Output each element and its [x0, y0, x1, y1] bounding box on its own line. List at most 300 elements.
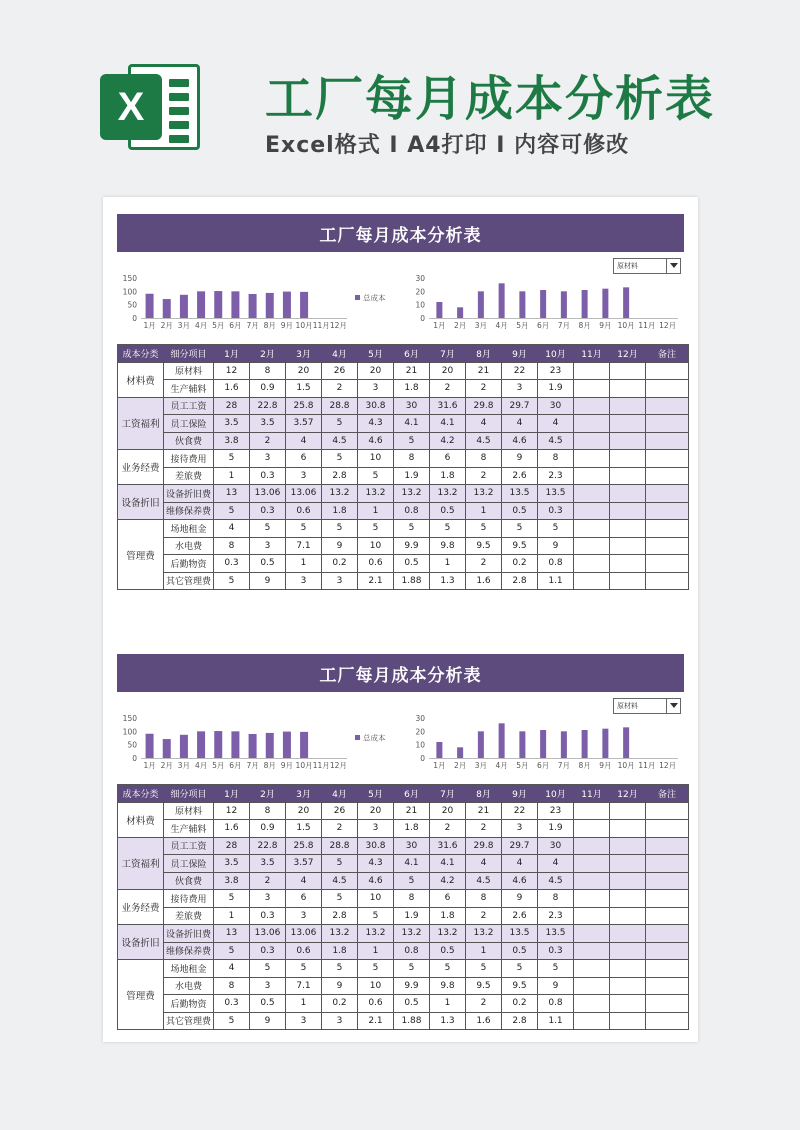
- value-cell[interactable]: 4.6: [502, 432, 538, 450]
- note-cell[interactable]: [646, 802, 689, 820]
- value-cell[interactable]: 0.2: [322, 995, 358, 1013]
- value-cell[interactable]: [574, 820, 610, 838]
- value-cell[interactable]: [574, 995, 610, 1013]
- note-cell[interactable]: [646, 432, 689, 450]
- value-cell[interactable]: 0.9: [250, 380, 286, 398]
- value-cell[interactable]: 2.8: [502, 572, 538, 590]
- value-cell[interactable]: 0.3: [250, 907, 286, 925]
- item-select-dropdown[interactable]: [613, 698, 681, 714]
- value-cell[interactable]: 9.9: [394, 537, 430, 555]
- value-cell[interactable]: 5: [502, 520, 538, 538]
- value-cell[interactable]: 21: [466, 802, 502, 820]
- value-cell[interactable]: 4.3: [358, 415, 394, 433]
- value-cell[interactable]: 0.8: [538, 995, 574, 1013]
- note-cell[interactable]: [646, 890, 689, 908]
- value-cell[interactable]: 2: [250, 432, 286, 450]
- value-cell[interactable]: 13.2: [430, 485, 466, 503]
- value-cell[interactable]: 0.3: [214, 555, 250, 573]
- value-cell[interactable]: 1: [430, 555, 466, 573]
- value-cell[interactable]: 5: [322, 415, 358, 433]
- value-cell[interactable]: 1.8: [430, 907, 466, 925]
- note-cell[interactable]: [646, 995, 689, 1013]
- value-cell[interactable]: 10: [358, 890, 394, 908]
- value-cell[interactable]: 4.6: [358, 432, 394, 450]
- value-cell[interactable]: 5: [502, 960, 538, 978]
- value-cell[interactable]: [610, 467, 646, 485]
- value-cell[interactable]: 8: [538, 450, 574, 468]
- value-cell[interactable]: [610, 520, 646, 538]
- value-cell[interactable]: 1.6: [214, 380, 250, 398]
- value-cell[interactable]: 5: [538, 520, 574, 538]
- value-cell[interactable]: 4.5: [466, 872, 502, 890]
- value-cell[interactable]: 29.8: [466, 837, 502, 855]
- note-cell[interactable]: [646, 397, 689, 415]
- value-cell[interactable]: 1.9: [394, 467, 430, 485]
- value-cell[interactable]: [574, 977, 610, 995]
- value-cell[interactable]: 9: [250, 1012, 286, 1030]
- value-cell[interactable]: 1.3: [430, 572, 466, 590]
- value-cell[interactable]: 0.5: [430, 942, 466, 960]
- value-cell[interactable]: 5: [466, 520, 502, 538]
- value-cell[interactable]: 9.9: [394, 977, 430, 995]
- value-cell[interactable]: 5: [214, 572, 250, 590]
- note-cell[interactable]: [646, 925, 689, 943]
- value-cell[interactable]: 3.57: [286, 415, 322, 433]
- value-cell[interactable]: 29.7: [502, 397, 538, 415]
- note-cell[interactable]: [646, 837, 689, 855]
- value-cell[interactable]: 8: [466, 450, 502, 468]
- value-cell[interactable]: 4.5: [538, 432, 574, 450]
- value-cell[interactable]: 22: [502, 362, 538, 380]
- value-cell[interactable]: [610, 995, 646, 1013]
- value-cell[interactable]: 2.1: [358, 572, 394, 590]
- chevron-down-icon[interactable]: [666, 259, 680, 273]
- value-cell[interactable]: 5: [322, 890, 358, 908]
- value-cell[interactable]: 1.8: [322, 502, 358, 520]
- value-cell[interactable]: 13.2: [322, 485, 358, 503]
- value-cell[interactable]: 0.3: [250, 502, 286, 520]
- value-cell[interactable]: 5: [214, 450, 250, 468]
- value-cell[interactable]: [610, 380, 646, 398]
- value-cell[interactable]: 13.2: [466, 485, 502, 503]
- value-cell[interactable]: 20: [358, 802, 394, 820]
- value-cell[interactable]: [574, 942, 610, 960]
- value-cell[interactable]: 13.06: [250, 485, 286, 503]
- value-cell[interactable]: [610, 820, 646, 838]
- value-cell[interactable]: 28: [214, 397, 250, 415]
- value-cell[interactable]: 2.3: [538, 467, 574, 485]
- value-cell[interactable]: 9: [322, 537, 358, 555]
- value-cell[interactable]: 0.3: [538, 502, 574, 520]
- value-cell[interactable]: [610, 942, 646, 960]
- value-cell[interactable]: 23: [538, 362, 574, 380]
- value-cell[interactable]: 2: [322, 380, 358, 398]
- value-cell[interactable]: 13.2: [466, 925, 502, 943]
- value-cell[interactable]: [610, 837, 646, 855]
- value-cell[interactable]: 10: [358, 537, 394, 555]
- value-cell[interactable]: [574, 450, 610, 468]
- value-cell[interactable]: 0.8: [394, 502, 430, 520]
- value-cell[interactable]: 0.3: [250, 467, 286, 485]
- value-cell[interactable]: 5: [358, 960, 394, 978]
- value-cell[interactable]: 8: [538, 890, 574, 908]
- value-cell[interactable]: 13.06: [250, 925, 286, 943]
- value-cell[interactable]: 2: [466, 907, 502, 925]
- value-cell[interactable]: 2: [430, 820, 466, 838]
- value-cell[interactable]: [574, 907, 610, 925]
- value-cell[interactable]: 23: [538, 802, 574, 820]
- value-cell[interactable]: [574, 467, 610, 485]
- value-cell[interactable]: [574, 802, 610, 820]
- value-cell[interactable]: 1.9: [538, 380, 574, 398]
- value-cell[interactable]: 5: [430, 520, 466, 538]
- value-cell[interactable]: 13.2: [430, 925, 466, 943]
- value-cell[interactable]: 4.5: [538, 872, 574, 890]
- value-cell[interactable]: 9.8: [430, 977, 466, 995]
- value-cell[interactable]: 1: [466, 502, 502, 520]
- value-cell[interactable]: 2: [466, 555, 502, 573]
- value-cell[interactable]: 3.57: [286, 855, 322, 873]
- value-cell[interactable]: [574, 537, 610, 555]
- value-cell[interactable]: 30.8: [358, 397, 394, 415]
- value-cell[interactable]: 0.3: [214, 995, 250, 1013]
- value-cell[interactable]: 10: [358, 977, 394, 995]
- value-cell[interactable]: 2: [250, 872, 286, 890]
- value-cell[interactable]: 30: [394, 837, 430, 855]
- value-cell[interactable]: [574, 502, 610, 520]
- note-cell[interactable]: [646, 960, 689, 978]
- value-cell[interactable]: 3: [322, 1012, 358, 1030]
- value-cell[interactable]: 7.1: [286, 977, 322, 995]
- value-cell[interactable]: 5: [286, 520, 322, 538]
- value-cell[interactable]: 1.88: [394, 1012, 430, 1030]
- note-cell[interactable]: [646, 485, 689, 503]
- value-cell[interactable]: 28: [214, 837, 250, 855]
- value-cell[interactable]: 2.6: [502, 467, 538, 485]
- value-cell[interactable]: 31.6: [430, 397, 466, 415]
- value-cell[interactable]: 5: [394, 432, 430, 450]
- value-cell[interactable]: 1.3: [430, 1012, 466, 1030]
- value-cell[interactable]: 6: [286, 890, 322, 908]
- note-cell[interactable]: [646, 450, 689, 468]
- value-cell[interactable]: 8: [214, 537, 250, 555]
- value-cell[interactable]: 2: [322, 820, 358, 838]
- value-cell[interactable]: 13.2: [358, 485, 394, 503]
- value-cell[interactable]: 20: [430, 362, 466, 380]
- value-cell[interactable]: 4: [502, 415, 538, 433]
- value-cell[interactable]: 9: [502, 450, 538, 468]
- note-cell[interactable]: [646, 520, 689, 538]
- value-cell[interactable]: 13.5: [538, 925, 574, 943]
- value-cell[interactable]: 3: [286, 1012, 322, 1030]
- value-cell[interactable]: [574, 520, 610, 538]
- value-cell[interactable]: 2.8: [502, 1012, 538, 1030]
- value-cell[interactable]: 3: [358, 820, 394, 838]
- value-cell[interactable]: [574, 380, 610, 398]
- value-cell[interactable]: 21: [394, 802, 430, 820]
- value-cell[interactable]: 9.8: [430, 537, 466, 555]
- value-cell[interactable]: [574, 925, 610, 943]
- value-cell[interactable]: 4: [466, 415, 502, 433]
- value-cell[interactable]: [610, 802, 646, 820]
- note-cell[interactable]: [646, 855, 689, 873]
- value-cell[interactable]: [574, 362, 610, 380]
- note-cell[interactable]: [646, 820, 689, 838]
- value-cell[interactable]: [610, 450, 646, 468]
- value-cell[interactable]: 1: [358, 942, 394, 960]
- value-cell[interactable]: 3.8: [214, 432, 250, 450]
- value-cell[interactable]: [610, 872, 646, 890]
- value-cell[interactable]: 13.2: [322, 925, 358, 943]
- value-cell[interactable]: 21: [466, 362, 502, 380]
- value-cell[interactable]: 1.6: [466, 1012, 502, 1030]
- value-cell[interactable]: 0.5: [250, 995, 286, 1013]
- value-cell[interactable]: 1: [286, 555, 322, 573]
- value-cell[interactable]: 2: [466, 467, 502, 485]
- value-cell[interactable]: 0.2: [502, 995, 538, 1013]
- value-cell[interactable]: [574, 960, 610, 978]
- value-cell[interactable]: 2: [466, 820, 502, 838]
- value-cell[interactable]: 3.5: [250, 415, 286, 433]
- value-cell[interactable]: 4: [214, 960, 250, 978]
- value-cell[interactable]: 13: [214, 925, 250, 943]
- value-cell[interactable]: 8: [394, 890, 430, 908]
- value-cell[interactable]: 4.2: [430, 872, 466, 890]
- value-cell[interactable]: 5: [286, 960, 322, 978]
- value-cell[interactable]: 1: [430, 995, 466, 1013]
- value-cell[interactable]: 8: [394, 450, 430, 468]
- value-cell[interactable]: 4.1: [430, 415, 466, 433]
- value-cell[interactable]: 0.8: [394, 942, 430, 960]
- value-cell[interactable]: 29.7: [502, 837, 538, 855]
- value-cell[interactable]: 26: [322, 802, 358, 820]
- value-cell[interactable]: 13.06: [286, 925, 322, 943]
- value-cell[interactable]: 1: [214, 467, 250, 485]
- value-cell[interactable]: 4.1: [430, 855, 466, 873]
- value-cell[interactable]: 8: [466, 890, 502, 908]
- value-cell[interactable]: 0.6: [358, 995, 394, 1013]
- value-cell[interactable]: 2.1: [358, 1012, 394, 1030]
- value-cell[interactable]: 9: [538, 977, 574, 995]
- value-cell[interactable]: 3: [502, 380, 538, 398]
- value-cell[interactable]: 9.5: [502, 977, 538, 995]
- value-cell[interactable]: 3: [250, 537, 286, 555]
- note-cell[interactable]: [646, 942, 689, 960]
- value-cell[interactable]: 3: [502, 820, 538, 838]
- value-cell[interactable]: [574, 572, 610, 590]
- value-cell[interactable]: 5: [322, 960, 358, 978]
- value-cell[interactable]: 2: [466, 995, 502, 1013]
- value-cell[interactable]: 0.5: [430, 502, 466, 520]
- value-cell[interactable]: [574, 1012, 610, 1030]
- value-cell[interactable]: 4: [502, 855, 538, 873]
- value-cell[interactable]: [610, 555, 646, 573]
- value-cell[interactable]: 9: [322, 977, 358, 995]
- value-cell[interactable]: 4.5: [322, 872, 358, 890]
- value-cell[interactable]: 4: [538, 415, 574, 433]
- value-cell[interactable]: 20: [358, 362, 394, 380]
- value-cell[interactable]: 5: [214, 890, 250, 908]
- value-cell[interactable]: 0.6: [286, 942, 322, 960]
- note-cell[interactable]: [646, 362, 689, 380]
- value-cell[interactable]: 3: [286, 572, 322, 590]
- note-cell[interactable]: [646, 1012, 689, 1030]
- value-cell[interactable]: 22.8: [250, 837, 286, 855]
- value-cell[interactable]: 0.6: [286, 502, 322, 520]
- value-cell[interactable]: 0.2: [322, 555, 358, 573]
- value-cell[interactable]: 10: [358, 450, 394, 468]
- value-cell[interactable]: 28.8: [322, 837, 358, 855]
- note-cell[interactable]: [646, 537, 689, 555]
- value-cell[interactable]: 28.8: [322, 397, 358, 415]
- value-cell[interactable]: 5: [358, 520, 394, 538]
- value-cell[interactable]: 1.88: [394, 572, 430, 590]
- value-cell[interactable]: 4: [286, 872, 322, 890]
- value-cell[interactable]: 1.9: [538, 820, 574, 838]
- value-cell[interactable]: 13.2: [394, 925, 430, 943]
- value-cell[interactable]: [574, 415, 610, 433]
- value-cell[interactable]: 4.2: [430, 432, 466, 450]
- value-cell[interactable]: 4: [214, 520, 250, 538]
- note-cell[interactable]: [646, 977, 689, 995]
- value-cell[interactable]: [610, 537, 646, 555]
- value-cell[interactable]: 8: [250, 362, 286, 380]
- value-cell[interactable]: 26: [322, 362, 358, 380]
- value-cell[interactable]: 9: [538, 537, 574, 555]
- value-cell[interactable]: 0.5: [502, 502, 538, 520]
- value-cell[interactable]: 5: [214, 502, 250, 520]
- value-cell[interactable]: [574, 485, 610, 503]
- value-cell[interactable]: 2.3: [538, 907, 574, 925]
- value-cell[interactable]: [610, 485, 646, 503]
- value-cell[interactable]: 3.5: [214, 855, 250, 873]
- value-cell[interactable]: [610, 855, 646, 873]
- note-cell[interactable]: [646, 872, 689, 890]
- note-cell[interactable]: [646, 572, 689, 590]
- value-cell[interactable]: 12: [214, 362, 250, 380]
- value-cell[interactable]: 5: [394, 520, 430, 538]
- value-cell[interactable]: [610, 960, 646, 978]
- value-cell[interactable]: 0.5: [394, 995, 430, 1013]
- value-cell[interactable]: 9.5: [502, 537, 538, 555]
- value-cell[interactable]: 20: [286, 802, 322, 820]
- value-cell[interactable]: [574, 872, 610, 890]
- value-cell[interactable]: 9: [250, 572, 286, 590]
- value-cell[interactable]: 5: [214, 1012, 250, 1030]
- value-cell[interactable]: [610, 362, 646, 380]
- value-cell[interactable]: 5: [322, 520, 358, 538]
- value-cell[interactable]: 22.8: [250, 397, 286, 415]
- value-cell[interactable]: [574, 555, 610, 573]
- value-cell[interactable]: 1: [466, 942, 502, 960]
- value-cell[interactable]: 1: [214, 907, 250, 925]
- note-cell[interactable]: [646, 907, 689, 925]
- value-cell[interactable]: 1: [358, 502, 394, 520]
- value-cell[interactable]: 13.5: [538, 485, 574, 503]
- value-cell[interactable]: [610, 1012, 646, 1030]
- value-cell[interactable]: 30: [394, 397, 430, 415]
- value-cell[interactable]: [610, 890, 646, 908]
- value-cell[interactable]: 2.8: [322, 467, 358, 485]
- item-select-dropdown[interactable]: [613, 258, 681, 274]
- value-cell[interactable]: 5: [466, 960, 502, 978]
- value-cell[interactable]: [610, 432, 646, 450]
- value-cell[interactable]: 1.5: [286, 380, 322, 398]
- value-cell[interactable]: 13.5: [502, 925, 538, 943]
- chevron-down-icon[interactable]: [666, 699, 680, 713]
- value-cell[interactable]: [610, 572, 646, 590]
- value-cell[interactable]: 13.2: [394, 485, 430, 503]
- value-cell[interactable]: 30.8: [358, 837, 394, 855]
- value-cell[interactable]: 8: [250, 802, 286, 820]
- value-cell[interactable]: 3: [322, 572, 358, 590]
- value-cell[interactable]: 2.8: [322, 907, 358, 925]
- value-cell[interactable]: 5: [214, 942, 250, 960]
- value-cell[interactable]: 4: [538, 855, 574, 873]
- value-cell[interactable]: [610, 925, 646, 943]
- note-cell[interactable]: [646, 467, 689, 485]
- value-cell[interactable]: 9: [502, 890, 538, 908]
- value-cell[interactable]: 1.1: [538, 572, 574, 590]
- value-cell[interactable]: 5: [358, 467, 394, 485]
- value-cell[interactable]: 9.5: [466, 537, 502, 555]
- value-cell[interactable]: 25.8: [286, 837, 322, 855]
- value-cell[interactable]: 0.2: [502, 555, 538, 573]
- value-cell[interactable]: 1.1: [538, 1012, 574, 1030]
- value-cell[interactable]: 29.8: [466, 397, 502, 415]
- value-cell[interactable]: 5: [358, 907, 394, 925]
- value-cell[interactable]: 3.5: [214, 415, 250, 433]
- value-cell[interactable]: 6: [286, 450, 322, 468]
- value-cell[interactable]: 4: [466, 855, 502, 873]
- value-cell[interactable]: 1.5: [286, 820, 322, 838]
- value-cell[interactable]: 3: [250, 890, 286, 908]
- value-cell[interactable]: 3: [250, 977, 286, 995]
- value-cell[interactable]: 30: [538, 397, 574, 415]
- value-cell[interactable]: 5: [250, 520, 286, 538]
- value-cell[interactable]: 1.6: [466, 572, 502, 590]
- value-cell[interactable]: 1.9: [394, 907, 430, 925]
- value-cell[interactable]: 7.1: [286, 537, 322, 555]
- value-cell[interactable]: 4.5: [322, 432, 358, 450]
- value-cell[interactable]: 5: [394, 872, 430, 890]
- value-cell[interactable]: 5: [538, 960, 574, 978]
- value-cell[interactable]: 4.5: [466, 432, 502, 450]
- value-cell[interactable]: [610, 397, 646, 415]
- value-cell[interactable]: 13.5: [502, 485, 538, 503]
- value-cell[interactable]: 3: [286, 467, 322, 485]
- value-cell[interactable]: 0.3: [538, 942, 574, 960]
- value-cell[interactable]: 1.6: [214, 820, 250, 838]
- value-cell[interactable]: 4.6: [358, 872, 394, 890]
- value-cell[interactable]: 2: [466, 380, 502, 398]
- value-cell[interactable]: 0.5: [250, 555, 286, 573]
- value-cell[interactable]: 0.3: [250, 942, 286, 960]
- value-cell[interactable]: [610, 907, 646, 925]
- value-cell[interactable]: 4.1: [394, 415, 430, 433]
- value-cell[interactable]: 0.8: [538, 555, 574, 573]
- value-cell[interactable]: [574, 432, 610, 450]
- value-cell[interactable]: [610, 502, 646, 520]
- value-cell[interactable]: 1.8: [394, 820, 430, 838]
- value-cell[interactable]: [610, 415, 646, 433]
- value-cell[interactable]: 6: [430, 450, 466, 468]
- value-cell[interactable]: 5: [394, 960, 430, 978]
- value-cell[interactable]: 1.8: [430, 467, 466, 485]
- value-cell[interactable]: 13: [214, 485, 250, 503]
- value-cell[interactable]: 31.6: [430, 837, 466, 855]
- value-cell[interactable]: [574, 837, 610, 855]
